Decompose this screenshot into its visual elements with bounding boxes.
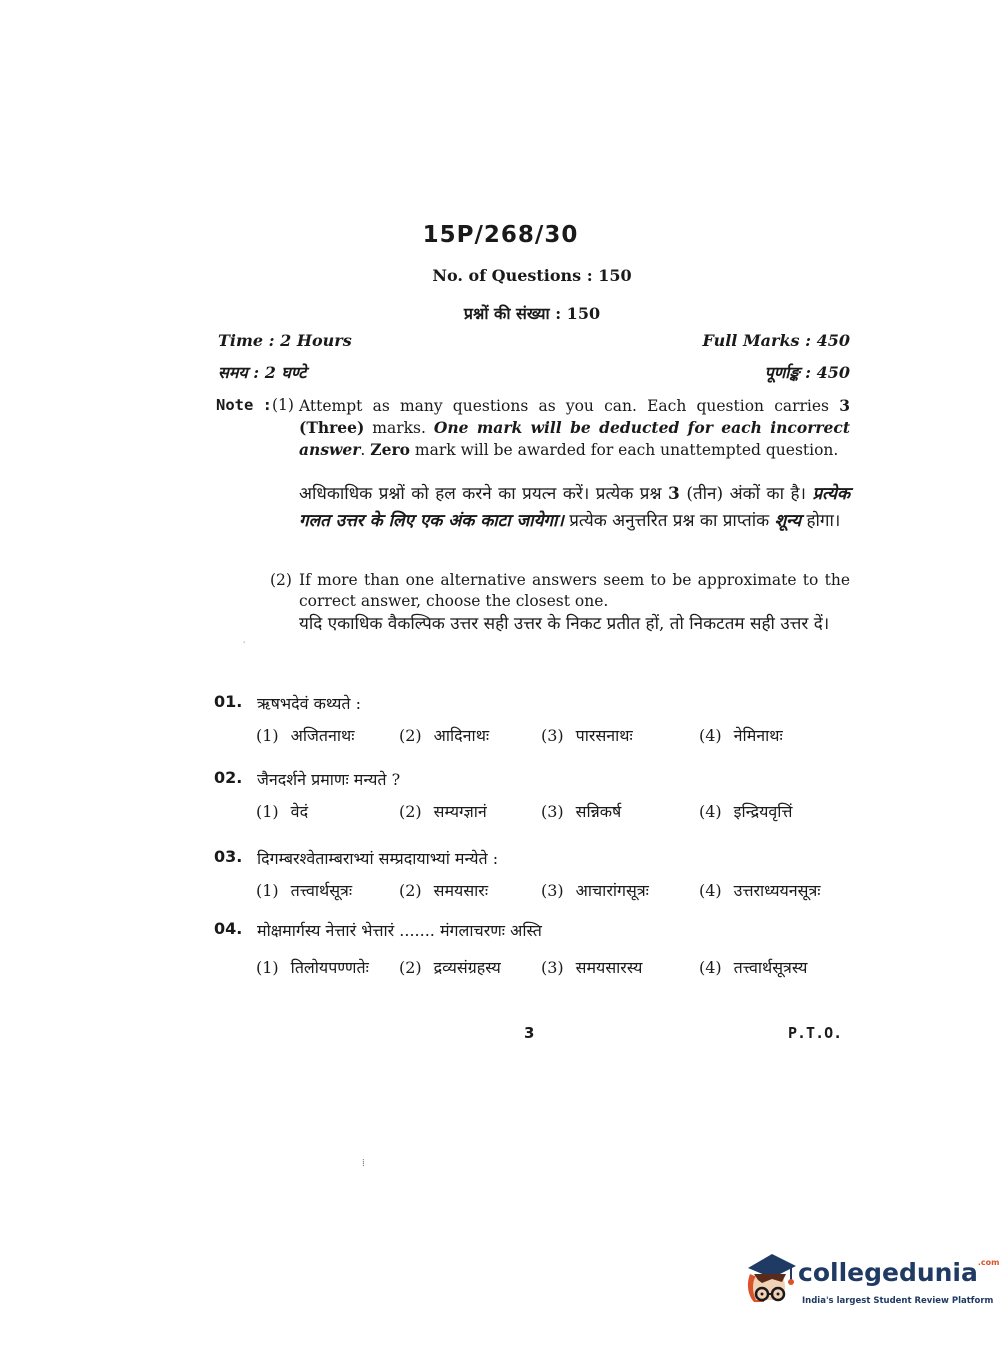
option-1[interactable]: (1) वेदं [256,802,309,821]
note-1-zero: Zero [370,440,410,459]
number-of-questions-hindi: प्रश्नों की संख्या : 150 [463,304,601,323]
note-1-hi-c: (तीन) अंकों का है। [679,484,813,504]
brand-wordmark: collegedunia [798,1258,978,1287]
note-1-english [299,395,850,461]
question-4 [214,919,854,983]
instructions-note [216,395,850,675]
option-4[interactable]: (4) तत्त्वार्थसूत्रस्य [699,958,808,977]
question-number: 03. [214,847,243,866]
note-1-text-c: marks. [364,419,434,437]
mascot-icon [742,1252,798,1314]
note-number-2: (2) [270,571,292,589]
note-1-text-g: mark will be awarded for each unattempted question. [409,441,839,459]
question-number: 01. [214,692,243,711]
full-marks-label-hindi: पूर्णाङ्क : 450 [764,363,850,382]
option-1[interactable]: (1) तत्त्वार्थसूत्रः [256,881,353,900]
brand-name [798,1258,1000,1287]
options [256,800,856,824]
question-3 [214,847,854,907]
option-3[interactable]: (3) समयसारस्य [541,958,643,977]
scan-mark-dots: ⁞ [362,1158,365,1169]
option-1[interactable]: (1) अजितनाथः [256,726,355,745]
note-1-hindi [299,481,850,535]
paper-code: 15P/268/30 [422,222,579,248]
question-2 [214,768,854,828]
options [256,879,856,903]
option-1[interactable]: (1) तिलोयपण्णतेः [256,958,369,977]
time-label: Time : 2 Hours [218,331,352,350]
note-1-marks: 3 (Three) [299,396,850,437]
number-of-questions: No. of Questions : 150 [432,266,632,285]
option-2[interactable]: (2) आदिनाथः [399,726,490,745]
time-label-hindi: समय : 2 घण्टे [218,363,307,382]
question-text: जैनदर्शने प्रमाणः मन्यते ? [257,770,401,789]
question-text: दिगम्बरश्वेताम्बराभ्यां सम्प्रदायाभ्यां मन्येते : [257,849,499,868]
note-1-hi-e: प्रत्येक अनुत्तरित प्रश्न का प्राप्तांक [563,511,775,531]
note-2-english: If more than one alternative answers seem to be approximate to the correct answer, choose the closest one. [299,571,850,610]
pto-label: P.T.O. [788,1024,843,1042]
option-4[interactable]: (4) उत्तराध्ययनसूत्रः [699,881,821,900]
note-label: Note : [216,396,272,414]
option-4[interactable]: (4) इन्द्रियवृत्तिं [699,802,793,821]
time-marks-row-hindi [218,361,850,383]
note-1-hi-d: प्रत्येक गलत उत्तर के लिए एक अंक काटा जायेगा। [299,484,851,531]
note-1-text-a: Attempt as many questions as you can. Each question carries [299,397,840,415]
page-number: 3 [524,1024,535,1042]
question-number: 02. [214,768,243,787]
question-number: 04. [214,919,243,938]
note-2-hindi: यदि एकाधिक वैकल्पिक उत्तर सही उत्तर के निकट प्रतीत हों, तो निकटतम सही उत्तर दें। [299,614,830,634]
question-text: ऋषभदेवं कथ्यते : [257,694,361,713]
options [256,956,856,980]
option-2[interactable]: (2) सम्यग्ज्ञानं [399,802,487,821]
question-text: मोक्षमार्गस्य नेत्तारं भेत्तारं ....... मंगलाचरणः अस्ति [257,921,542,940]
time-marks-row [218,331,850,350]
option-2[interactable]: (2) द्रव्यसंग्रहस्य [399,958,501,977]
collegedunia-logo[interactable] [742,1252,1000,1322]
note-1-hi-g: होगा। [801,511,841,531]
option-2[interactable]: (2) समयसारः [399,881,489,900]
brand-domain: .com [977,1258,1000,1267]
option-4[interactable]: (4) नेमिनाथः [699,726,783,745]
note-1-negative: One mark will be deducted for each incorrect answer [299,418,850,459]
full-marks-label: Full Marks : 450 [702,331,850,350]
question-1 [214,692,854,752]
note-1-text-e: . [360,441,371,459]
option-3[interactable]: (3) सन्निकर्ष [541,802,622,821]
note-1-hi-b: 3 [668,484,680,504]
option-3[interactable]: (3) आचारांगसूत्रः [541,881,649,900]
options [256,724,856,748]
note-1-hi-a: अधिकाधिक प्रश्नों को हल करने का प्रयत्न करें। प्रत्येक प्रश्न [299,484,668,504]
note-1-hi-f: शून्य [774,511,802,531]
scan-mark: ' [243,640,246,649]
note-number-1: (1) [272,396,294,414]
brand-tagline: India's largest Student Review Platform [802,1296,994,1306]
option-3[interactable]: (3) पारसनाथः [541,726,633,745]
